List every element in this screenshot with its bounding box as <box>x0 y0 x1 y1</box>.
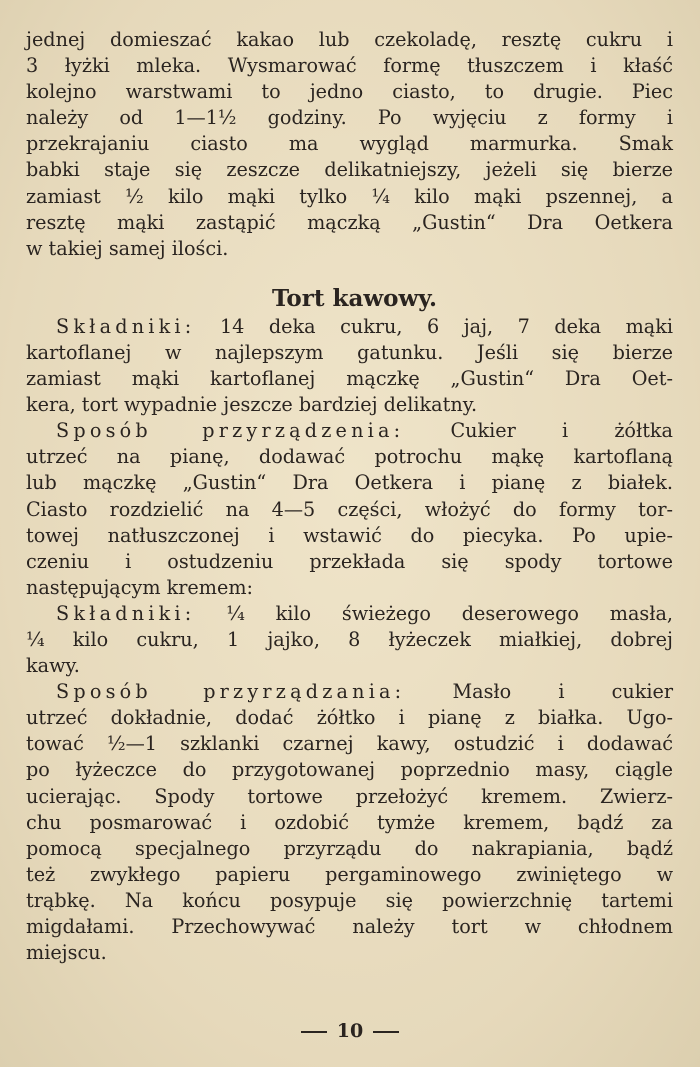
text-line: następującym kremem: <box>26 575 253 599</box>
text-line: po łyżeczce do przygotowanej poprzednio masy, ciągle <box>26 758 673 782</box>
text-line: kartoflanej w najlepszym gatunku. Jeśli się bierze <box>26 340 673 364</box>
text-line: 3 łyżki mleka. Wysmarować formę tłuszczem i kłaść <box>26 54 673 78</box>
text-line: tować ½—1 szklanki czarnej kawy, ostudzić i dodawać <box>26 732 673 756</box>
text-line: w takiej samej ilości. <box>26 236 229 260</box>
text-line: utrzeć dokładnie, dodać żółtko i pianę z białka. Ugo- <box>26 706 673 730</box>
text-line: babki staje się zeszcze delikatniejszy, jeżeli się bierze <box>26 158 673 182</box>
text-line: resztę mąki zastąpić mączką „Gustin“ Dra Oetkera <box>26 210 673 234</box>
page-number <box>0 1020 700 1042</box>
text-line <box>26 601 673 627</box>
text-line <box>26 679 673 705</box>
text-line: ¼ kilo cukru, 1 jajko, 8 łyżeczek miałkiej, dobrej <box>26 627 673 651</box>
text-line: trąbkę. Na końcu posypuje się powierzchnię tartemi <box>26 888 673 912</box>
text-line: chu posmarować i ozdobić tymże kremem, bądź za <box>26 810 673 834</box>
text-line: kera, tort wypadnie jeszcze bardziej delikatny. <box>26 393 478 417</box>
method-label: Sposób przyrządzania: <box>56 680 406 704</box>
text-line: kawy. <box>26 654 80 678</box>
text-line <box>26 418 673 444</box>
page-number-text: 10 <box>336 1020 364 1042</box>
text-line: przekrajaniu ciasto ma wygląd marmurka. Smak <box>26 132 673 156</box>
method-section-2 <box>26 679 673 966</box>
paragraph-babka <box>26 27 673 262</box>
text-line: utrzeć na pianę, dodawać potrochu mąkę kartoflaną <box>26 445 673 469</box>
ingredients-section-2 <box>26 601 673 679</box>
text-span: Masło i cukier <box>405 680 673 704</box>
text-line: ucierając. Spody tortowe przełożyć kremem. Zwierz- <box>26 784 673 808</box>
text-line: też zwykłego papieru pergaminowego zwiniętego w <box>26 862 673 886</box>
text-span: Cukier i żółtka <box>404 419 673 443</box>
ingredients-section-1 <box>26 314 673 418</box>
text-line: towej natłuszczonej i wstawić do piecyka. Po upie- <box>26 523 673 547</box>
text-span: 14 deka cukru, 6 jaj, 7 deka mąki <box>195 314 673 338</box>
dash-left <box>301 1031 327 1033</box>
text-line: jednej domieszać kakao lub czekoladę, resztę cukru i <box>26 28 673 51</box>
dash-right <box>373 1031 399 1033</box>
text-line: czeniu i ostudzeniu przekłada się spody tortowe <box>26 549 673 573</box>
recipe-title: Tort kawowy. <box>271 284 438 312</box>
text-span: ¼ kilo świeżego deserowego masła, <box>195 601 673 625</box>
text-line: pomocą specjalnego przyrządu do nakrapiania, bądź <box>26 836 673 860</box>
ingredients-label: Składniki: <box>56 601 196 625</box>
ingredients-label: Składniki: <box>56 314 196 338</box>
method-label: Sposób przyrządzenia: <box>56 419 405 443</box>
text-line: zamiast ½ kilo mąki tylko ¼ kilo mąki pszennej, a <box>26 184 673 208</box>
text-line: lub mączkę „Gustin“ Dra Oetkera i pianę z białek. <box>26 471 673 495</box>
text-line: migdałami. Przechowywać należy tort w chłodnem <box>26 915 673 938</box>
text-line: zamiast mąki kartoflanej mączkę „Gustin“ Dra Oet- <box>26 367 673 391</box>
text-line: należy od 1—1½ godziny. Po wyjęciu z formy i <box>26 106 673 130</box>
text-line <box>26 314 673 340</box>
text-line: kolejno warstwami to jedno ciasto, to drugie. Piec <box>26 80 673 104</box>
method-section-1 <box>26 418 673 601</box>
text-line: miejscu. <box>26 941 107 965</box>
text-line: Ciasto rozdzielić na 4—5 części, włożyć do formy tor- <box>26 497 673 521</box>
